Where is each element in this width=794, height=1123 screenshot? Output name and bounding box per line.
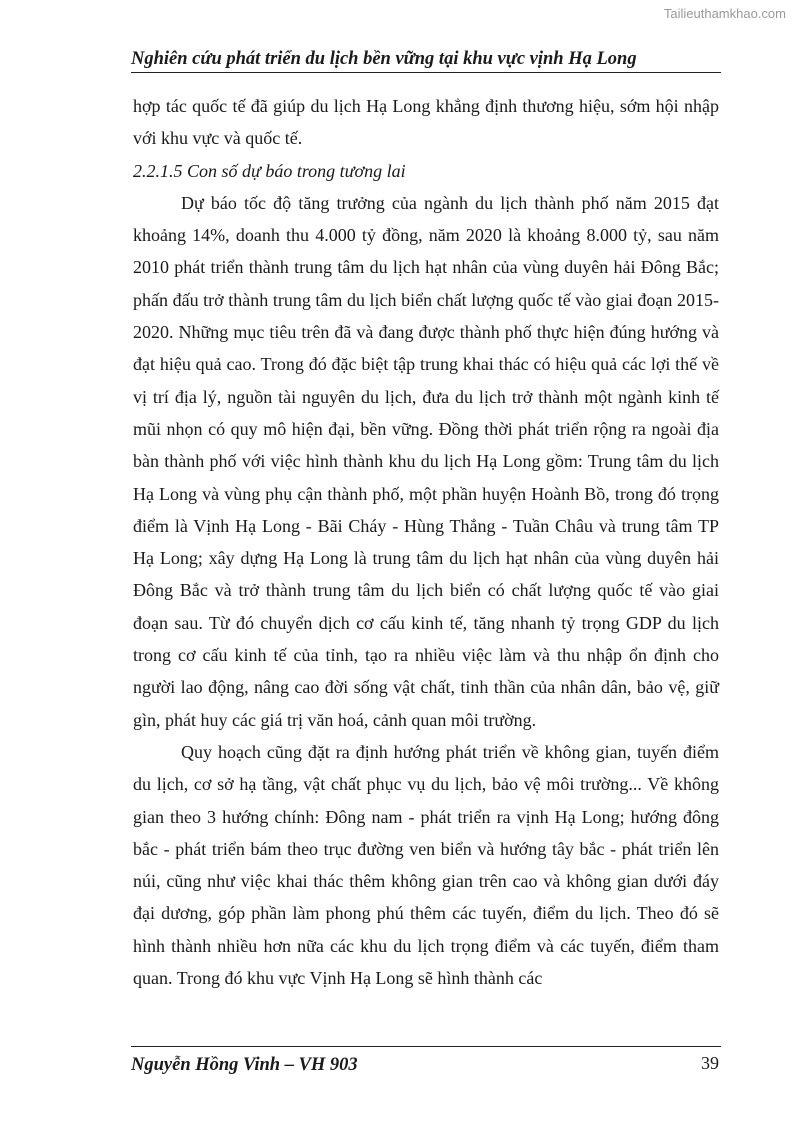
page-number: 39 [701, 1053, 719, 1073]
footer-author: Nguyễn Hồng Vinh – VH 903 [131, 1055, 358, 1075]
paragraph-planning: Quy hoạch cũng đặt ra định hướng phát triển về không gian, tuyến điểm du lịch, cơ sở hạ tầng, vật chất phục vụ du lịch, bảo vệ môi trường... Về không gian theo 3 hướng chính: Đông nam - phát triển ra vịnh Hạ Long; hướng đông bắc - phát triển bám theo trục đường ven biển và hướng tây bắc - phát triển lên núi, cũng như việc khai thác thêm không gian trên cao và không gian dưới đáy đại dương, góp phần làm phong phú thêm các tuyến, điểm du lịch. Theo đó sẽ hình thành nhiều hơn nữa các khu du lịch trọng điểm và các tuyến, điểm tham quan. Trong đó khu vực Vịnh Hạ Long sẽ hình thành các [133, 741, 719, 989]
watermark-text: Tailieuthamkhao.com [663, 6, 786, 21]
document-body [133, 90, 719, 994]
page-header-title: Nghiên cứu phát triển du lịch bền vững tại khu vực vịnh Hạ Long [131, 49, 637, 69]
paragraph-forecast: Dự báo tốc độ tăng trưởng của ngành du lịch thành phố năm 2015 đạt khoảng 14%, doanh thu 4.000 tỷ đồng, năm 2020 là khoảng 8.000 tỷ, sau năm 2010 phát triển thành trung tâm du lịch hạt nhân của vùng duyên hải Đông Bắc; phấn đấu trở thành trung tâm du lịch biển chất lượng quốc tế vào giai đoạn 2015-2020. Những mục tiêu trên đã và đang được thành phố thực hiện đúng hướng và đạt hiệu quả cao. Trong đó đặc biệt tập trung khai thác có hiệu quả các lợi thế về vị trí địa lý, nguồn tài nguyên du lịch, đưa du lịch trở thành một ngành kinh tế mũi nhọn có quy mô hiện đại, bền vững. Đồng thời phát triển rộng ra ngoài địa bàn thành phố với việc hình thành khu du lịch Hạ Long gồm: Trung tâm du lịch Hạ Long và vùng phụ cận thành phố, một phần huyện Hoành Bồ, trong đó trọng điểm là Vịnh Hạ Long - Bãi Cháy - Hùng Thắng - Tuần Châu và trung tâm TP Hạ Long; xây dựng Hạ Long là trung tâm du lịch hạt nhân của vùng duyên hải Đông Bắc và trở thành trung tâm du lịch biển có chất lượng quốc tế vào giai đoạn sau. Từ đó chuyển dịch cơ cấu kinh tế, tăng nhanh tỷ trọng GDP du lịch trong cơ cấu kinh tế của tỉnh, tạo ra nhiều việc làm và thu nhập ổn định cho người lao động, nâng cao đời sống vật chất, tinh thần của nhân dân, bảo vệ, giữ gìn, phát huy các giá trị văn hoá, cảnh quan môi trường. [133, 192, 719, 730]
section-heading: 2.2.1.5 Con số dự báo trong tương lai [133, 160, 406, 181]
paragraph-continuation: hợp tác quốc tế đã giúp du lịch Hạ Long khẳng định thương hiệu, sớm hội nhập với khu vực và quốc tế. [133, 96, 719, 149]
header-divider [131, 72, 721, 73]
footer-divider [131, 1046, 721, 1047]
